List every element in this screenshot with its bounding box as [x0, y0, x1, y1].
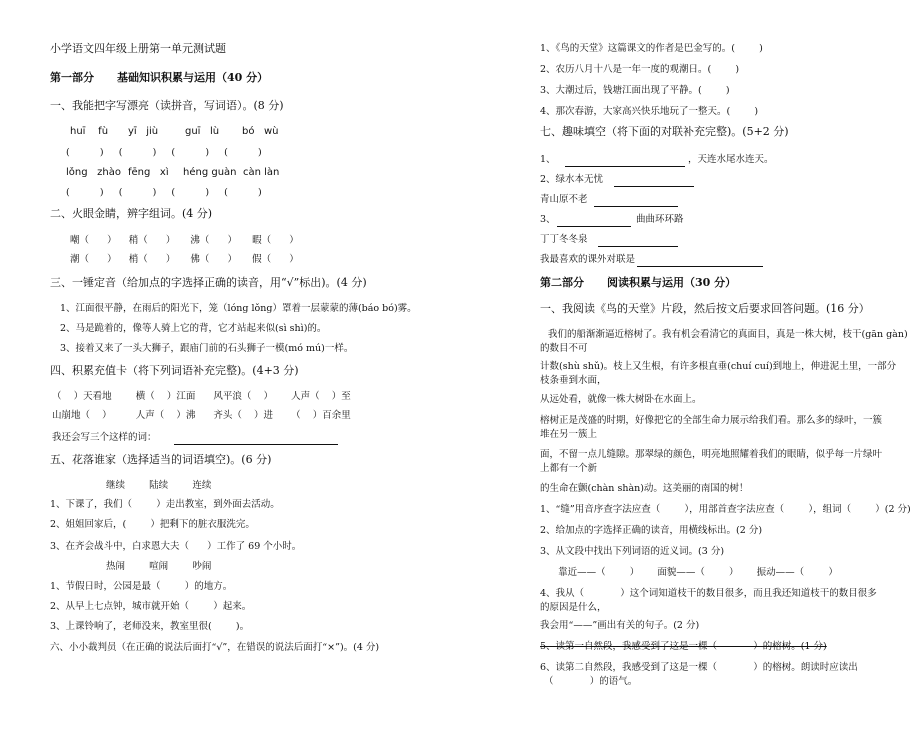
q4-row[interactable]: （ ）天看地 横（ ）江面 风平浪（ ） 人声（ ）至 — [52, 391, 351, 402]
q7-line: 青山原不老 — [540, 194, 588, 205]
q5-item[interactable]: 3、上课铃响了，老师没来，教室里很( )。 — [50, 621, 250, 632]
q7-blank[interactable] — [637, 265, 763, 267]
passage-line: 榕树正是茂盛的时期，好像把它的全部生命力展示给我们看。那么多的绿叶，一簇 — [540, 415, 883, 426]
exam-title: 小学语文四年级上册第一单元测试题 — [50, 42, 226, 55]
passage-line: 上都有一个新 — [540, 463, 598, 474]
q5-item[interactable]: 2、从早上七点钟，城市就开始（ ）起来。 — [50, 601, 252, 612]
q1-heading: 一、我能把字写漂亮（读拼音，写词语）。(8 分) — [50, 99, 284, 112]
q7-blank[interactable] — [614, 185, 694, 187]
q7-line: 我最喜欢的课外对联是 — [540, 254, 636, 265]
q7-line: 丁丁冬冬泉 — [540, 234, 588, 245]
passage-line: 的数目不可 — [540, 343, 588, 354]
q6-item[interactable]: 2、农历八月十八是一年一度的观潮日。( ) — [540, 64, 740, 75]
q7-line-suffix: ，天连水尾水连天。 — [688, 154, 774, 165]
q1-pinyin: bó wù — [242, 126, 279, 137]
q6-heading: 六、小小裁判员（在正确的说法后面打“√”，在错误的说法后面打“×”)。(4 分) — [50, 642, 380, 653]
q2-row[interactable]: 潮（ ） 梢（ ） 佛（ ） 假（ ） — [70, 254, 299, 265]
q1-pinyin: guī lù — [185, 126, 220, 137]
q7-line-prefix: 3、 — [540, 214, 556, 225]
reading-question[interactable]: 靠近——（ ） 面貌——（ ） 振动——（ ） — [540, 567, 838, 578]
passage-line: 的生命在颤(chàn shàn)动。这美丽的南国的树！ — [540, 483, 749, 494]
q5-item[interactable]: 1、节假日时，公园是最（ ）的地方。 — [50, 581, 233, 592]
q7-line: 2、绿水本无忧 — [540, 174, 604, 185]
reading-question[interactable]: 3、从文段中找出下列词语的近义词。(3 分) — [540, 546, 725, 557]
q1-pinyin: huī fù — [70, 126, 109, 137]
passage-line: 计数(shù shǔ)。枝上又生根，有许多根直垂(chuí cuí)到地上，伸进泥土里，一部分 — [540, 361, 897, 372]
q3-item[interactable]: 2、马是跪着的，像等人骑上它的背，它才站起来似(sì shì)的。 — [60, 323, 327, 334]
q1-pinyin: lǒng zhào — [66, 167, 121, 178]
reading-question[interactable]: 2、给加点的字选择正确的读音，用横线标出。(2 分) — [540, 525, 763, 536]
q7-blank[interactable] — [598, 245, 678, 247]
q3-item[interactable]: 1、江面很平静，在雨后的阳光下，笼（lóng lǒng）罩着一层蒙蒙的薄(báo bó)雾。 — [60, 303, 417, 314]
reading-question[interactable]: 1、“缝”用音序查字法应查（ ），用部首查字法应查（ ），组词（ ）(2 分) — [540, 504, 911, 515]
q1-answer-row[interactable]: ( ) ( ) ( ) ( ) — [66, 147, 262, 158]
part1-heading: 第一部分 基础知识积累与运用（40 分） — [50, 71, 269, 84]
q3-heading: 三、一锤定音（给加点的字选择正确的读音，用“√”标出)。(4 分) — [50, 276, 367, 289]
q6-item[interactable]: 3、大潮过后，钱塘江面出现了平静。( ) — [540, 85, 730, 96]
q5-item[interactable]: 3、在齐会战斗中，白求恩大夫（ ）工作了 69 个小时。 — [50, 541, 302, 552]
q5-item[interactable]: 1、下课了，我们（ ）走出教室，到外面去活动。 — [50, 499, 280, 510]
reading-heading: 一、我阅读《鸟的天堂》片段，然后按文后要求回答问题。(16 分） — [540, 302, 870, 315]
q6-item[interactable]: 4、那次春游，大家高兴快乐地玩了一整天。( ) — [540, 106, 759, 117]
q6-item[interactable]: 1、《鸟的天堂》这篇课文的作者是巴金写的。( ) — [540, 43, 763, 54]
q1-pinyin: càn làn — [243, 167, 280, 178]
q1-pinyin: héng guàn — [183, 167, 237, 178]
q1-answer-row[interactable]: ( ) ( ) ( ) ( ) — [66, 187, 262, 198]
q1-pinyin: fēng xì — [128, 167, 169, 178]
reading-question[interactable]: 4、我从（ ）这个词知道枝干的数目很多，而且我还知道枝干的数目很多 — [540, 588, 877, 599]
q7-line-suffix: 曲曲环环路 — [636, 214, 684, 225]
q4-extra: 我还会写三个这样的词： — [52, 432, 157, 443]
passage-line: 面，不留一点儿缝隙。那翠绿的颜色，明亮地照耀着我们的眼睛，似乎每一片绿叶 — [540, 449, 883, 460]
q1-pinyin: yī jiù — [128, 126, 159, 137]
q2-row[interactable]: 嘲（ ） 稍（ ） 沸（ ） 暇（ ） — [70, 235, 299, 246]
passage-line: 枝条垂到水面， — [540, 375, 607, 386]
q4-heading: 四、积累充值卡（将下列词语补充完整)。(4+3 分) — [50, 364, 299, 377]
reading-question[interactable]: 的原因是什么， — [540, 602, 607, 613]
reading-question[interactable]: 6、读第二自然段，我感受到了这是一棵（ ）的榕树。朗读时应读出 — [540, 662, 858, 673]
reading-question[interactable]: （ ）的语气。 — [544, 676, 638, 687]
q4-row[interactable]: 山崩地（ ） 人声（ ）沸 齐头（ ）进 （ ）百余里 — [52, 410, 351, 421]
q7-heading: 七、趣味填空（将下面的对联补充完整)。(5+2 分) — [540, 125, 789, 138]
q7-line-prefix: 1、 — [540, 154, 556, 165]
passage-line: 从远处看，就像一株大树卧在水面上。 — [540, 394, 702, 405]
reading-question[interactable]: 我会用“——”画出有关的句子。(2 分) — [540, 620, 700, 631]
reading-question-struck[interactable]: 5、读第一自然段，我感受到了这是一棵（ ）的榕树。(1 分) — [540, 641, 827, 652]
passage-line: 我们的船渐渐逼近榕树了。我有机会看清它的真面目，真是一株大树，枝干(gān gàn) — [548, 329, 908, 340]
q5-word-options: 继续 陆续 连续 — [106, 480, 212, 491]
q3-item[interactable]: 3、接着又来了一头大狮子，跟庙门前的石头狮子一模(mó mú)一样。 — [60, 343, 354, 354]
part2-heading: 第二部分 阅读积累与运用（30 分） — [540, 276, 737, 289]
q5-item[interactable]: 2、姐姐回家后，( ）把剩下的脏衣服洗完。 — [50, 519, 255, 530]
q7-blank[interactable] — [594, 205, 678, 207]
q2-heading: 二、火眼金睛，辨字组词。(4 分) — [50, 207, 213, 220]
q7-blank[interactable] — [565, 165, 685, 167]
q5-word-options: 热闹 喧闹 吵闹 — [106, 561, 212, 572]
q4-extra-blank[interactable] — [174, 443, 338, 445]
q7-blank[interactable] — [557, 225, 631, 227]
passage-line: 堆在另一簇上 — [540, 429, 598, 440]
q5-heading: 五、花落谁家（选择适当的词语填空)。(6 分) — [50, 453, 272, 466]
